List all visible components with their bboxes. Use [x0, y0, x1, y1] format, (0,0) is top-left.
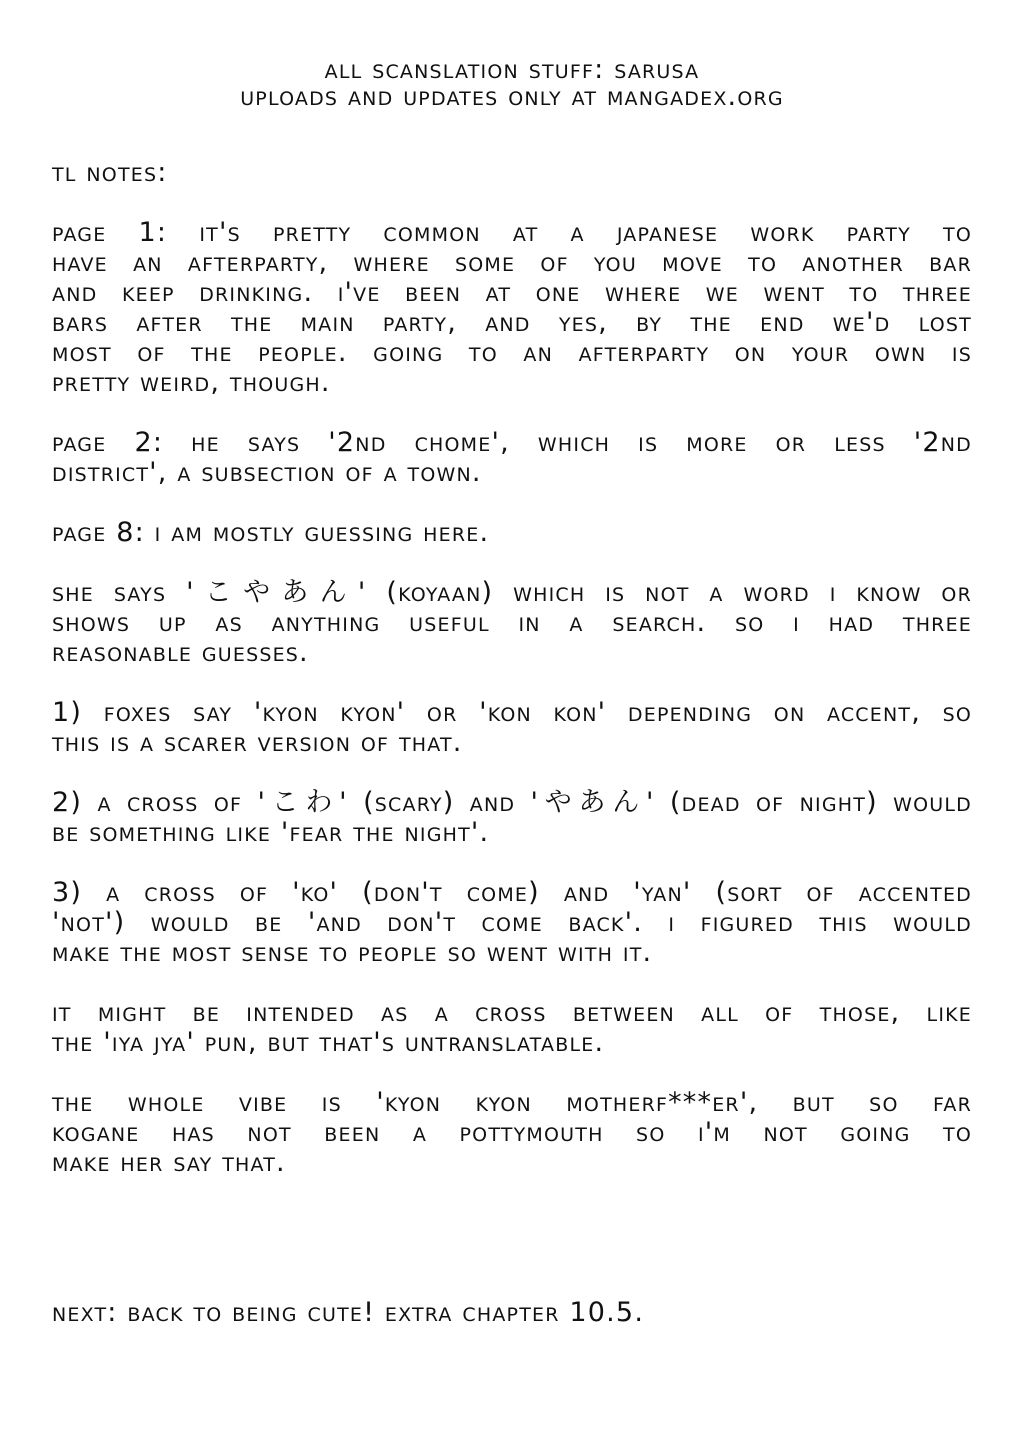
- note-line: page 8: i am mostly guessing here.: [52, 517, 490, 548]
- note-vibe: [52, 1088, 972, 1178]
- next-chapter: [52, 1298, 972, 1328]
- credits-header: [0, 56, 1024, 110]
- note-line: 'not') would be 'and don't come back'. i figured this would: [52, 907, 972, 938]
- note-line: pretty weird, though.: [52, 367, 331, 398]
- note-koyaan: [52, 578, 972, 668]
- note-line: most of the people. going to an afterparty on your own is: [52, 337, 972, 368]
- note-line: she says 'こやあん' (koyaan) which is not a word i know or: [52, 577, 972, 608]
- note-line: 1) foxes say 'kyon kyon' or 'kon kon' depending on accent, so: [52, 697, 972, 728]
- note-line: 2) a cross of 'こわ' (scary) and 'やあん' (dead of night) would: [52, 787, 972, 818]
- note-line: make her say that.: [52, 1147, 286, 1178]
- note-line: page 2: he says '2nd chome', which is more or less '2nd: [52, 427, 972, 458]
- note-line: make the most sense to people so went with it.: [52, 937, 653, 968]
- note-page-8: [52, 518, 972, 548]
- note-line: and keep drinking. i've been at one where we went to three: [52, 277, 972, 308]
- notes-title: [52, 158, 972, 188]
- note-line: be something like 'fear the night'.: [52, 817, 490, 848]
- note-line: 3) a cross of 'ko' (don't come) and 'yan' (sort of accented: [52, 877, 972, 908]
- note-line: bars after the main party, and yes, by the end we'd lost: [52, 307, 972, 338]
- note-line: it might be intended as a cross between all of those, like: [52, 997, 972, 1028]
- note-line: have an afterparty, where some of you move to another bar: [52, 247, 972, 278]
- note-line: the 'iya jya' pun, but that's untranslatable.: [52, 1027, 605, 1058]
- note-line: this is a scarer version of that.: [52, 727, 463, 758]
- note-line: reasonable guesses.: [52, 637, 309, 668]
- note-page-2: [52, 428, 972, 488]
- uploads-line: uploads and updates only at mangadex.org: [240, 81, 784, 112]
- note-guess-2: [52, 788, 972, 848]
- next-chapter-line: next: back to being cute! extra chapter 10.5.: [52, 1297, 645, 1328]
- credits-line: all scanslation stuff: sarusa: [324, 54, 700, 85]
- note-line: district', a subsection of a town.: [52, 457, 482, 488]
- notes-heading: tl notes:: [52, 157, 168, 188]
- note-line: shows up as anything useful in a search. so i had three: [52, 607, 972, 638]
- note-guess-1: [52, 698, 972, 758]
- note-guess-3: [52, 878, 972, 968]
- note-cross: [52, 998, 972, 1058]
- note-line: kogane has not been a pottymouth so i'm not going to: [52, 1117, 972, 1148]
- note-page-1: [52, 218, 972, 398]
- note-line: page 1: it's pretty common at a japanese work party to: [52, 217, 972, 248]
- note-line: the whole vibe is 'kyon kyon motherf***er', but so far: [52, 1087, 972, 1118]
